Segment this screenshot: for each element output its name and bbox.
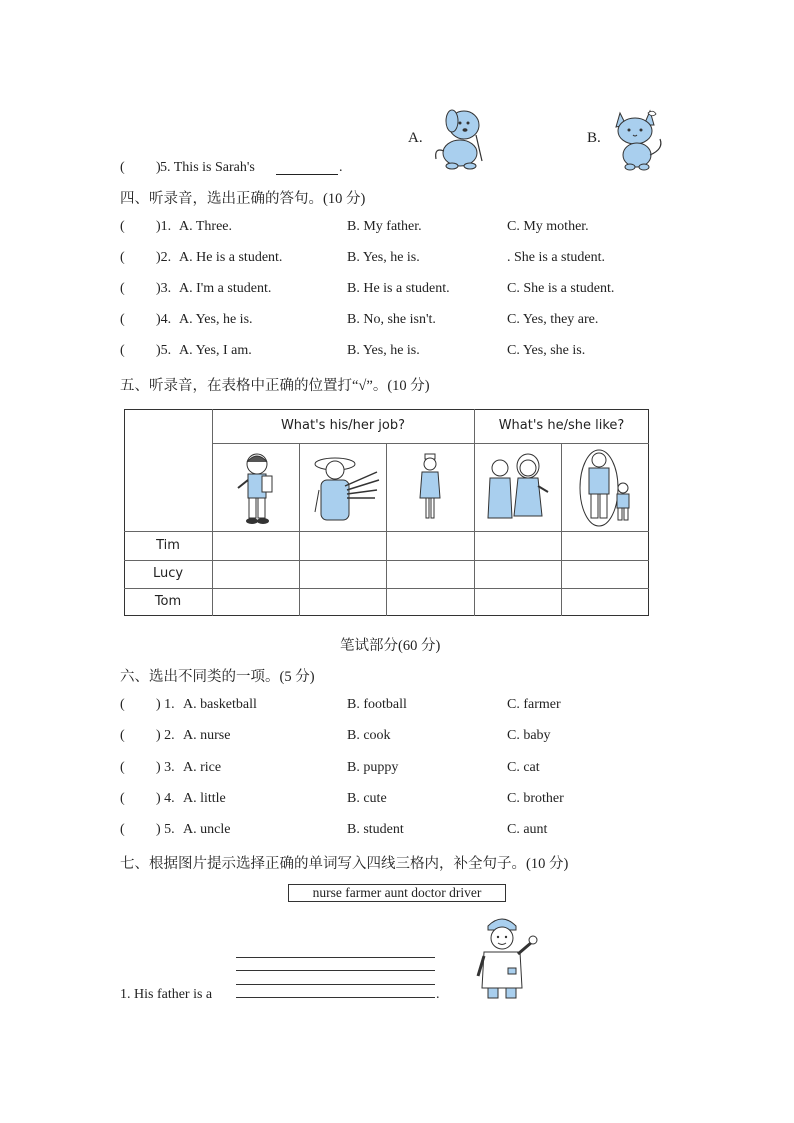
option-c: C. cat: [507, 759, 540, 775]
answer-paren[interactable]: (: [120, 697, 125, 712]
student-boy-picture: [232, 450, 282, 528]
answer-paren[interactable]: (: [120, 759, 125, 775]
sentence-end: .: [436, 987, 440, 1002]
question-row: [0, 791, 794, 811]
option-c: C. brother: [507, 790, 564, 806]
option-a: A. Yes, I am.: [179, 343, 252, 358]
option-a: A. I'm a student.: [179, 281, 272, 296]
answer-paren-open: (: [120, 160, 125, 175]
question-number: ) 5.: [156, 822, 175, 838]
table-line: [212, 443, 649, 444]
answer-paren-close: ): [156, 160, 161, 175]
table-line: [386, 443, 387, 616]
option-b: B. student: [347, 822, 404, 838]
section-7-title: 七、根据图片提示选择正确的单词写入四线三格内，补全句子。(10 分): [120, 856, 569, 872]
row-label-tim: Tim: [156, 538, 180, 553]
option-a: A. basketball: [183, 697, 257, 712]
option-a: A. He is a student.: [179, 250, 283, 265]
farmer-picture: [305, 450, 381, 528]
row-label-tom: Tom: [154, 594, 182, 609]
question-row: [0, 312, 794, 332]
question-row: [0, 343, 794, 363]
table-line: [474, 409, 475, 616]
doctor-picture: [472, 912, 538, 1004]
sentence-end: .: [339, 160, 343, 175]
table-line: [212, 409, 213, 616]
option-b-label: B.: [587, 130, 601, 146]
question-row: [0, 219, 794, 239]
question-number: ) 1.: [156, 697, 175, 712]
question-row: [0, 281, 794, 301]
nurse-picture: [414, 452, 446, 528]
table-line: [561, 443, 562, 616]
option-b: B. Yes, he is.: [347, 343, 420, 358]
option-c: C. My mother.: [507, 219, 589, 234]
option-b: B. He is a student.: [347, 281, 450, 296]
answer-paren[interactable]: (: [120, 822, 125, 838]
question-5-sarah: [0, 160, 794, 180]
question-7-1-text: 1. His father is a: [120, 987, 213, 1002]
answer-blank[interactable]: [276, 174, 338, 175]
two-women-picture: [484, 452, 552, 528]
option-b: B. No, she isn't.: [347, 312, 436, 327]
option-a: A. rice: [183, 759, 222, 775]
writing-line: [236, 970, 435, 971]
question-number: )3.: [156, 281, 172, 296]
question-number: ) 3.: [156, 759, 175, 775]
option-c: C. aunt: [507, 822, 548, 838]
option-c: C. farmer: [507, 697, 561, 712]
option-b: B. puppy: [347, 759, 399, 775]
question-number: )5.: [156, 343, 172, 358]
option-c: . She is a student.: [507, 250, 605, 265]
section-4-title: 四、听录音，选出正确的答句。(10 分): [120, 191, 366, 207]
answer-paren[interactable]: (: [120, 728, 125, 744]
row-label-lucy: Lucy: [152, 566, 184, 581]
answer-paren[interactable]: (: [120, 281, 125, 296]
question-number: ) 2.: [156, 728, 175, 744]
option-a: A. little: [183, 790, 226, 806]
option-c: C. She is a student.: [507, 281, 615, 296]
answer-paren[interactable]: (: [120, 790, 125, 806]
writing-line: [236, 984, 435, 985]
option-c: C. Yes, she is.: [507, 343, 586, 358]
question-row: [0, 250, 794, 270]
header-like: What's he/she like?: [498, 418, 625, 433]
word-bank: nurse farmer aunt doctor driver: [288, 884, 506, 902]
option-b: B. Yes, he is.: [347, 250, 420, 265]
question-row: [0, 697, 794, 717]
option-a: A. uncle: [183, 822, 231, 838]
header-job: What's his/her job?: [280, 418, 406, 433]
writing-line[interactable]: [236, 997, 435, 998]
question-number: ) 4.: [156, 790, 175, 806]
answer-paren[interactable]: (: [120, 219, 125, 234]
option-a: A. Three.: [179, 219, 232, 234]
question-row: [0, 822, 794, 842]
question-number: )2.: [156, 250, 172, 265]
option-a: A. Yes, he is.: [179, 312, 253, 327]
question-row: [0, 728, 794, 748]
question-text: 5. This is Sarah's: [160, 160, 255, 175]
question-row: [0, 760, 794, 780]
answer-paren[interactable]: (: [120, 312, 125, 327]
option-a-label: A.: [408, 130, 423, 146]
option-c: C. Yes, they are.: [507, 312, 599, 327]
option-b: B. cute: [347, 790, 387, 806]
option-a: A. nurse: [183, 728, 231, 744]
option-c: C. baby: [507, 728, 551, 744]
question-number: )4.: [156, 312, 172, 327]
question-number: )1.: [156, 219, 172, 234]
section-5-title: 五、听录音，在表格中正确的位置打“√”。(10 分): [120, 378, 430, 394]
answer-paren[interactable]: (: [120, 250, 125, 265]
option-b: B. cook: [347, 728, 391, 744]
table-line: [299, 443, 300, 616]
answer-paren[interactable]: (: [120, 343, 125, 358]
man-and-boy-picture: [577, 448, 637, 528]
section-6-title: 六、选出不同类的一项。(5 分): [120, 669, 315, 685]
written-part-heading: 笔试部分(60 分): [340, 638, 441, 654]
option-b: B. football: [347, 697, 407, 712]
option-b: B. My father.: [347, 219, 422, 234]
writing-line: [236, 957, 435, 958]
